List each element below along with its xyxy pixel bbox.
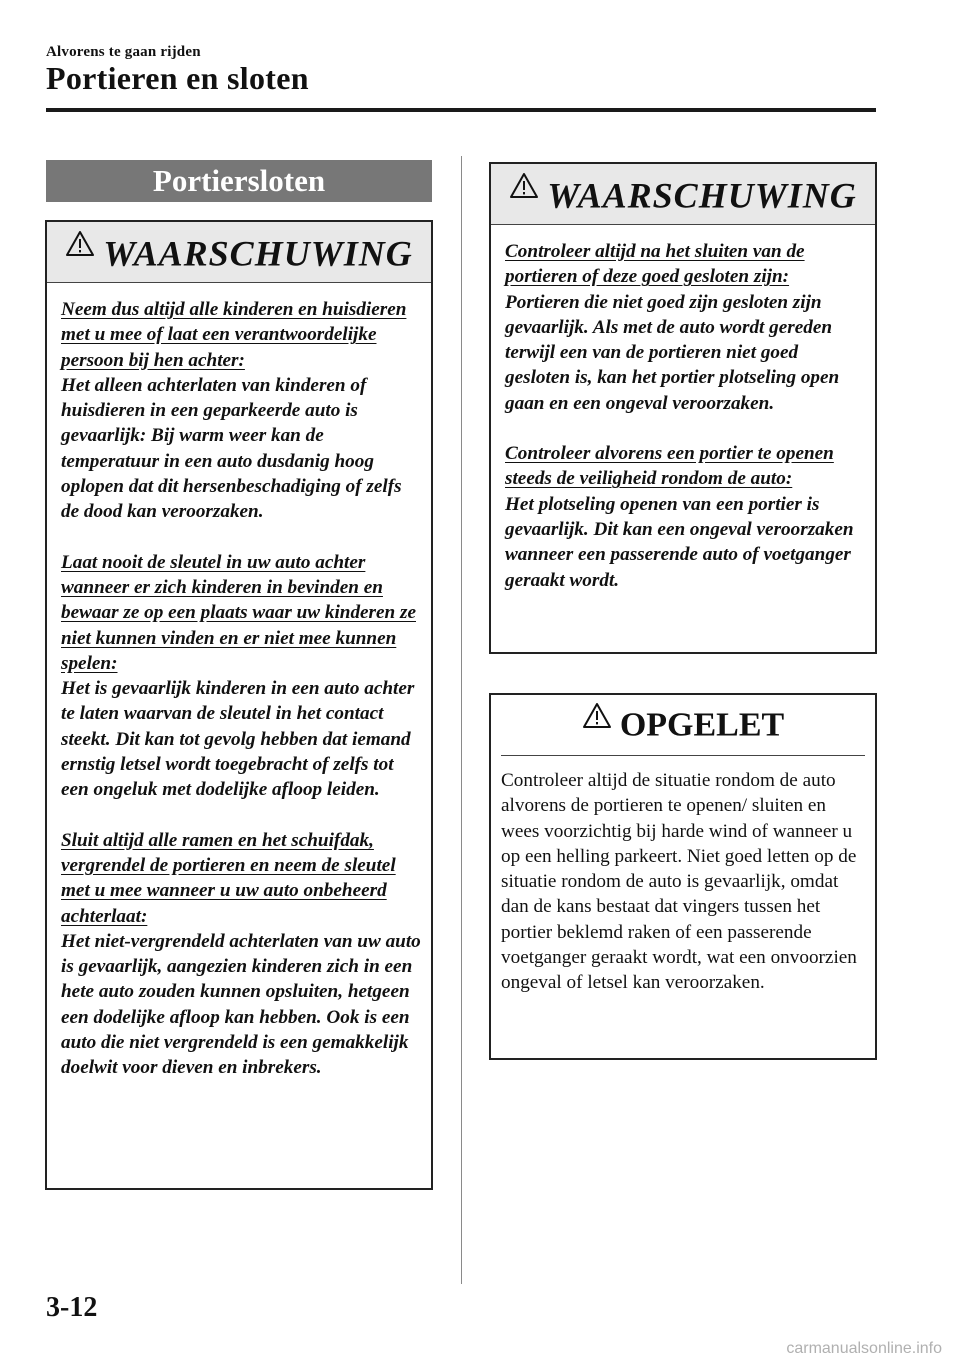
warning-text: Portieren die niet goed zijn gesloten zijn gevaarlijk. Als met de auto wordt gereden terwijl een van de portieren niet goed gesloten is, kan het portier plotseling open gaan en een ongeval veroorzaken. <box>505 291 840 414</box>
watermark-text: carmanualsonline.info <box>786 1340 942 1357</box>
warning-triangle-icon <box>582 695 612 755</box>
warning-paragraph <box>61 297 421 525</box>
warning-body <box>47 283 431 1081</box>
caution-text: Controleer altijd de situatie rondom de auto alvorens de portieren te openen/ sluiten en wees voorzichtig bij harde wind of wanneer u op een helling parkeert. Niet goed letten op de situatie rondom de auto is gevaarlijk, omdat dan de kans bestaat dat vingers tussen het portier beklemd raken of een passerende voetganger geraakt wordt, wat een onvoorzien ongeval of letsel kan veroorzaken. <box>501 770 857 994</box>
warning-paragraph <box>61 828 421 1081</box>
section-label: Alvorens te gaan rijden <box>46 44 201 60</box>
column-divider <box>461 156 462 1284</box>
warning-text: Het plotseling openen van een portier is gevaarlijk. Dit kan een ongeval veroorzaken wanneer een passerende auto of voetganger geraakt wordt. <box>505 493 854 591</box>
warning-body <box>491 225 875 593</box>
warning-text: Het alleen achterlaten van kinderen of huisdieren in een geparkeerde auto is gevaarlijk: Bij warm weer kan de temperatuur in een auto dusdanig hoog oplopen dat dit hersenbeschadiging of zelfs de dood kan veroorzaken. <box>61 374 402 523</box>
warning-triangle-icon <box>509 164 539 226</box>
warning-triangle-icon <box>65 222 95 284</box>
warning-lead: Controleer altijd na het sluiten van de portieren of deze goed gesloten zijn: <box>505 241 805 288</box>
caution-header <box>501 695 865 756</box>
warning-header <box>491 164 875 225</box>
page-number: 3-12 <box>46 1292 98 1323</box>
section-title-bar: Portiersloten <box>46 160 432 202</box>
header-divider <box>46 108 876 112</box>
caution-heading: OPGELET <box>619 706 785 744</box>
warning-lead: Laat nooit de sleutel in uw auto achter wanneer er zich kinderen in bevinden en bewaar ze op een plaats waar uw kinderen ze niet kunnen vinden en er niet mee kunnen spelen: <box>61 551 416 674</box>
warning-box-right <box>489 162 877 654</box>
warning-heading: WAARSCHUWING <box>547 175 857 216</box>
warning-header <box>47 222 431 283</box>
warning-box-left <box>45 220 433 1190</box>
warning-lead: Controleer alvorens een portier te openen steeds de veiligheid rondom de auto: <box>505 443 834 490</box>
warning-lead: Sluit altijd alle ramen en het schuifdak, vergrendel de portieren en neem de sleutel met u mee wanneer u uw auto onbeheerd achterlaat: <box>61 829 396 927</box>
page-title: Portieren en sloten <box>46 60 309 96</box>
warning-text: Het is gevaarlijk kinderen in een auto achter te laten waarvan de sleutel in het contact steekt. Dit kan tot gevolg hebben dat iemand ernstig letsel wordt toegebracht of zelfs tot een ongeluk met dodelijke afloop leiden. <box>61 678 415 801</box>
warning-paragraph <box>505 441 865 593</box>
warning-paragraph <box>505 239 865 416</box>
warning-heading: WAARSCHUWING <box>103 233 413 274</box>
warning-lead: Neem dus altijd alle kinderen en huisdieren met u mee of laat een verantwoordelijke persoon bij hen achter: <box>61 299 407 371</box>
warning-text: Het niet-vergrendeld achterlaten van uw auto is gevaarlijk, aangezien kinderen zich in een hete auto zouden kunnen opsluiten, hetgeen een dodelijke afloop kan hebben. Ook is een auto die niet vergrendeld is een gemakkelijk doelwit voor dieven en inbrekers. <box>61 930 421 1079</box>
warning-paragraph <box>61 550 421 803</box>
caution-box <box>489 693 877 1060</box>
